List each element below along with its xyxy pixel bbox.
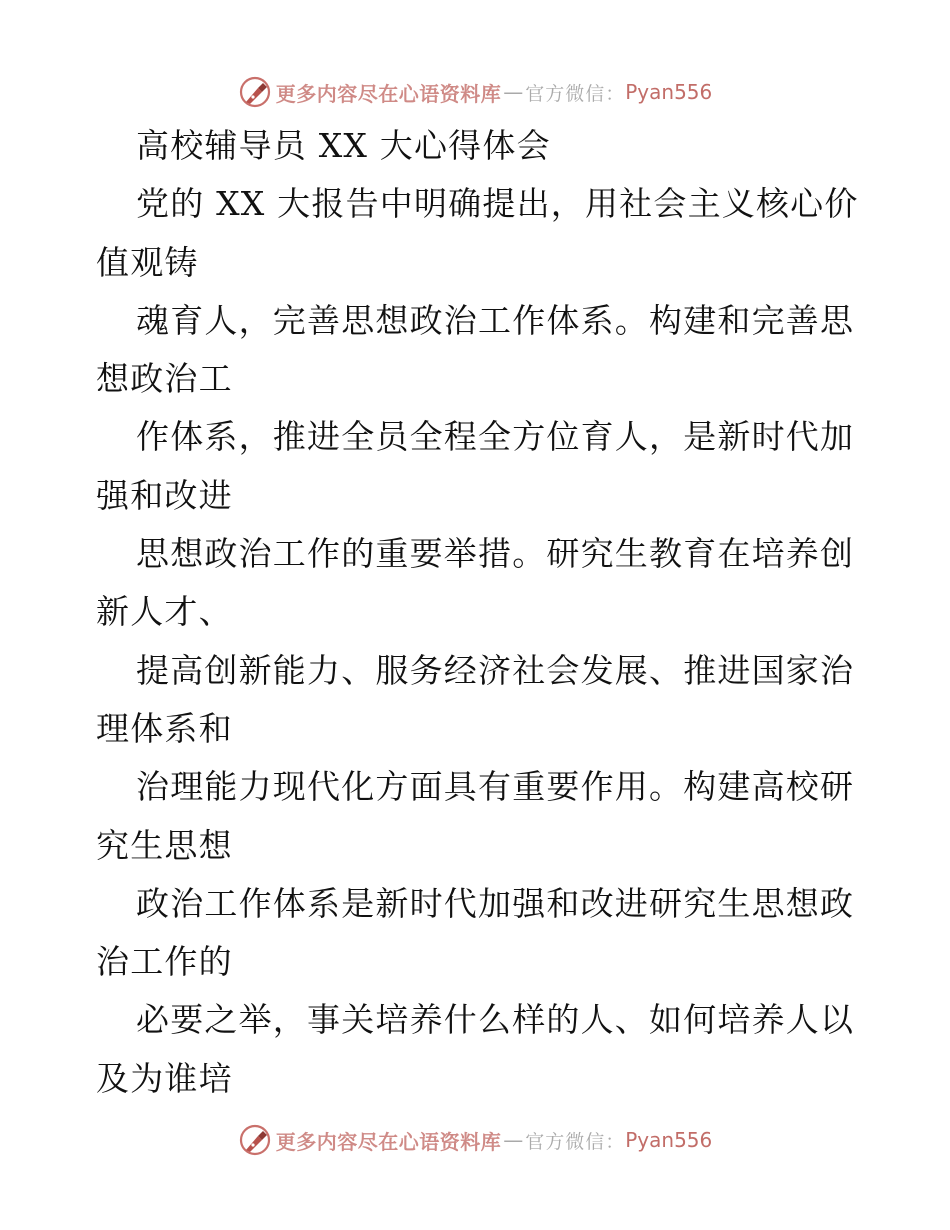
paragraph-line: 究生思想 — [96, 825, 233, 865]
watermark-brand-text: 更多内容尽在心语资料库 — [275, 81, 502, 106]
watermark-separator: — — [503, 80, 524, 104]
paragraph-line: 党的 XX 大报告中明确提出，用社会主义核心价 — [136, 184, 859, 224]
paragraph-line: 及为谁培 — [96, 1058, 233, 1098]
pen-nib-logo-icon — [238, 75, 272, 109]
watermark-wechat-id: Pyan556 — [625, 80, 713, 104]
paragraph-line: 强和改进 — [96, 475, 233, 515]
watermark-separator: — — [503, 1128, 524, 1152]
watermark-brand-text: 更多内容尽在心语资料库 — [275, 1129, 502, 1154]
paragraph-line: 治理能力现代化方面具有重要作用。构建高校研 — [136, 767, 855, 807]
document-title: 高校辅导员 XX 大心得体会 — [136, 126, 551, 165]
paragraph-line: 想政治工 — [96, 359, 233, 399]
pen-nib-logo-icon — [238, 1123, 272, 1157]
document-body — [96, 117, 876, 1108]
paragraph-line: 提高创新能力、服务经济社会发展、推进国家治 — [136, 650, 855, 690]
paragraph-line: 思想政治工作的重要举措。研究生教育在培养创 — [136, 534, 855, 574]
paragraph-line: 政治工作体系是新时代加强和改进研究生思想政 — [136, 883, 855, 923]
paragraph-line: 必要之举，事关培养什么样的人、如何培养人以 — [136, 1000, 855, 1040]
footer-watermark — [0, 1120, 950, 1160]
header-watermark — [0, 72, 950, 112]
paragraph-line: 治工作的 — [96, 942, 233, 982]
paragraph-line: 作体系，推进全员全程全方位育人，是新时代加 — [136, 417, 855, 457]
watermark-wechat-label: 官方微信： — [525, 82, 626, 105]
watermark-wechat-id: Pyan556 — [625, 1128, 713, 1152]
paragraph-line: 理体系和 — [96, 708, 233, 748]
watermark-wechat-label: 官方微信： — [525, 1130, 626, 1153]
paragraph-line: 魂育人，完善思想政治工作体系。构建和完善思 — [136, 300, 855, 340]
paragraph-line: 值观铸 — [96, 242, 199, 282]
paragraph-line: 新人才、 — [96, 592, 233, 632]
